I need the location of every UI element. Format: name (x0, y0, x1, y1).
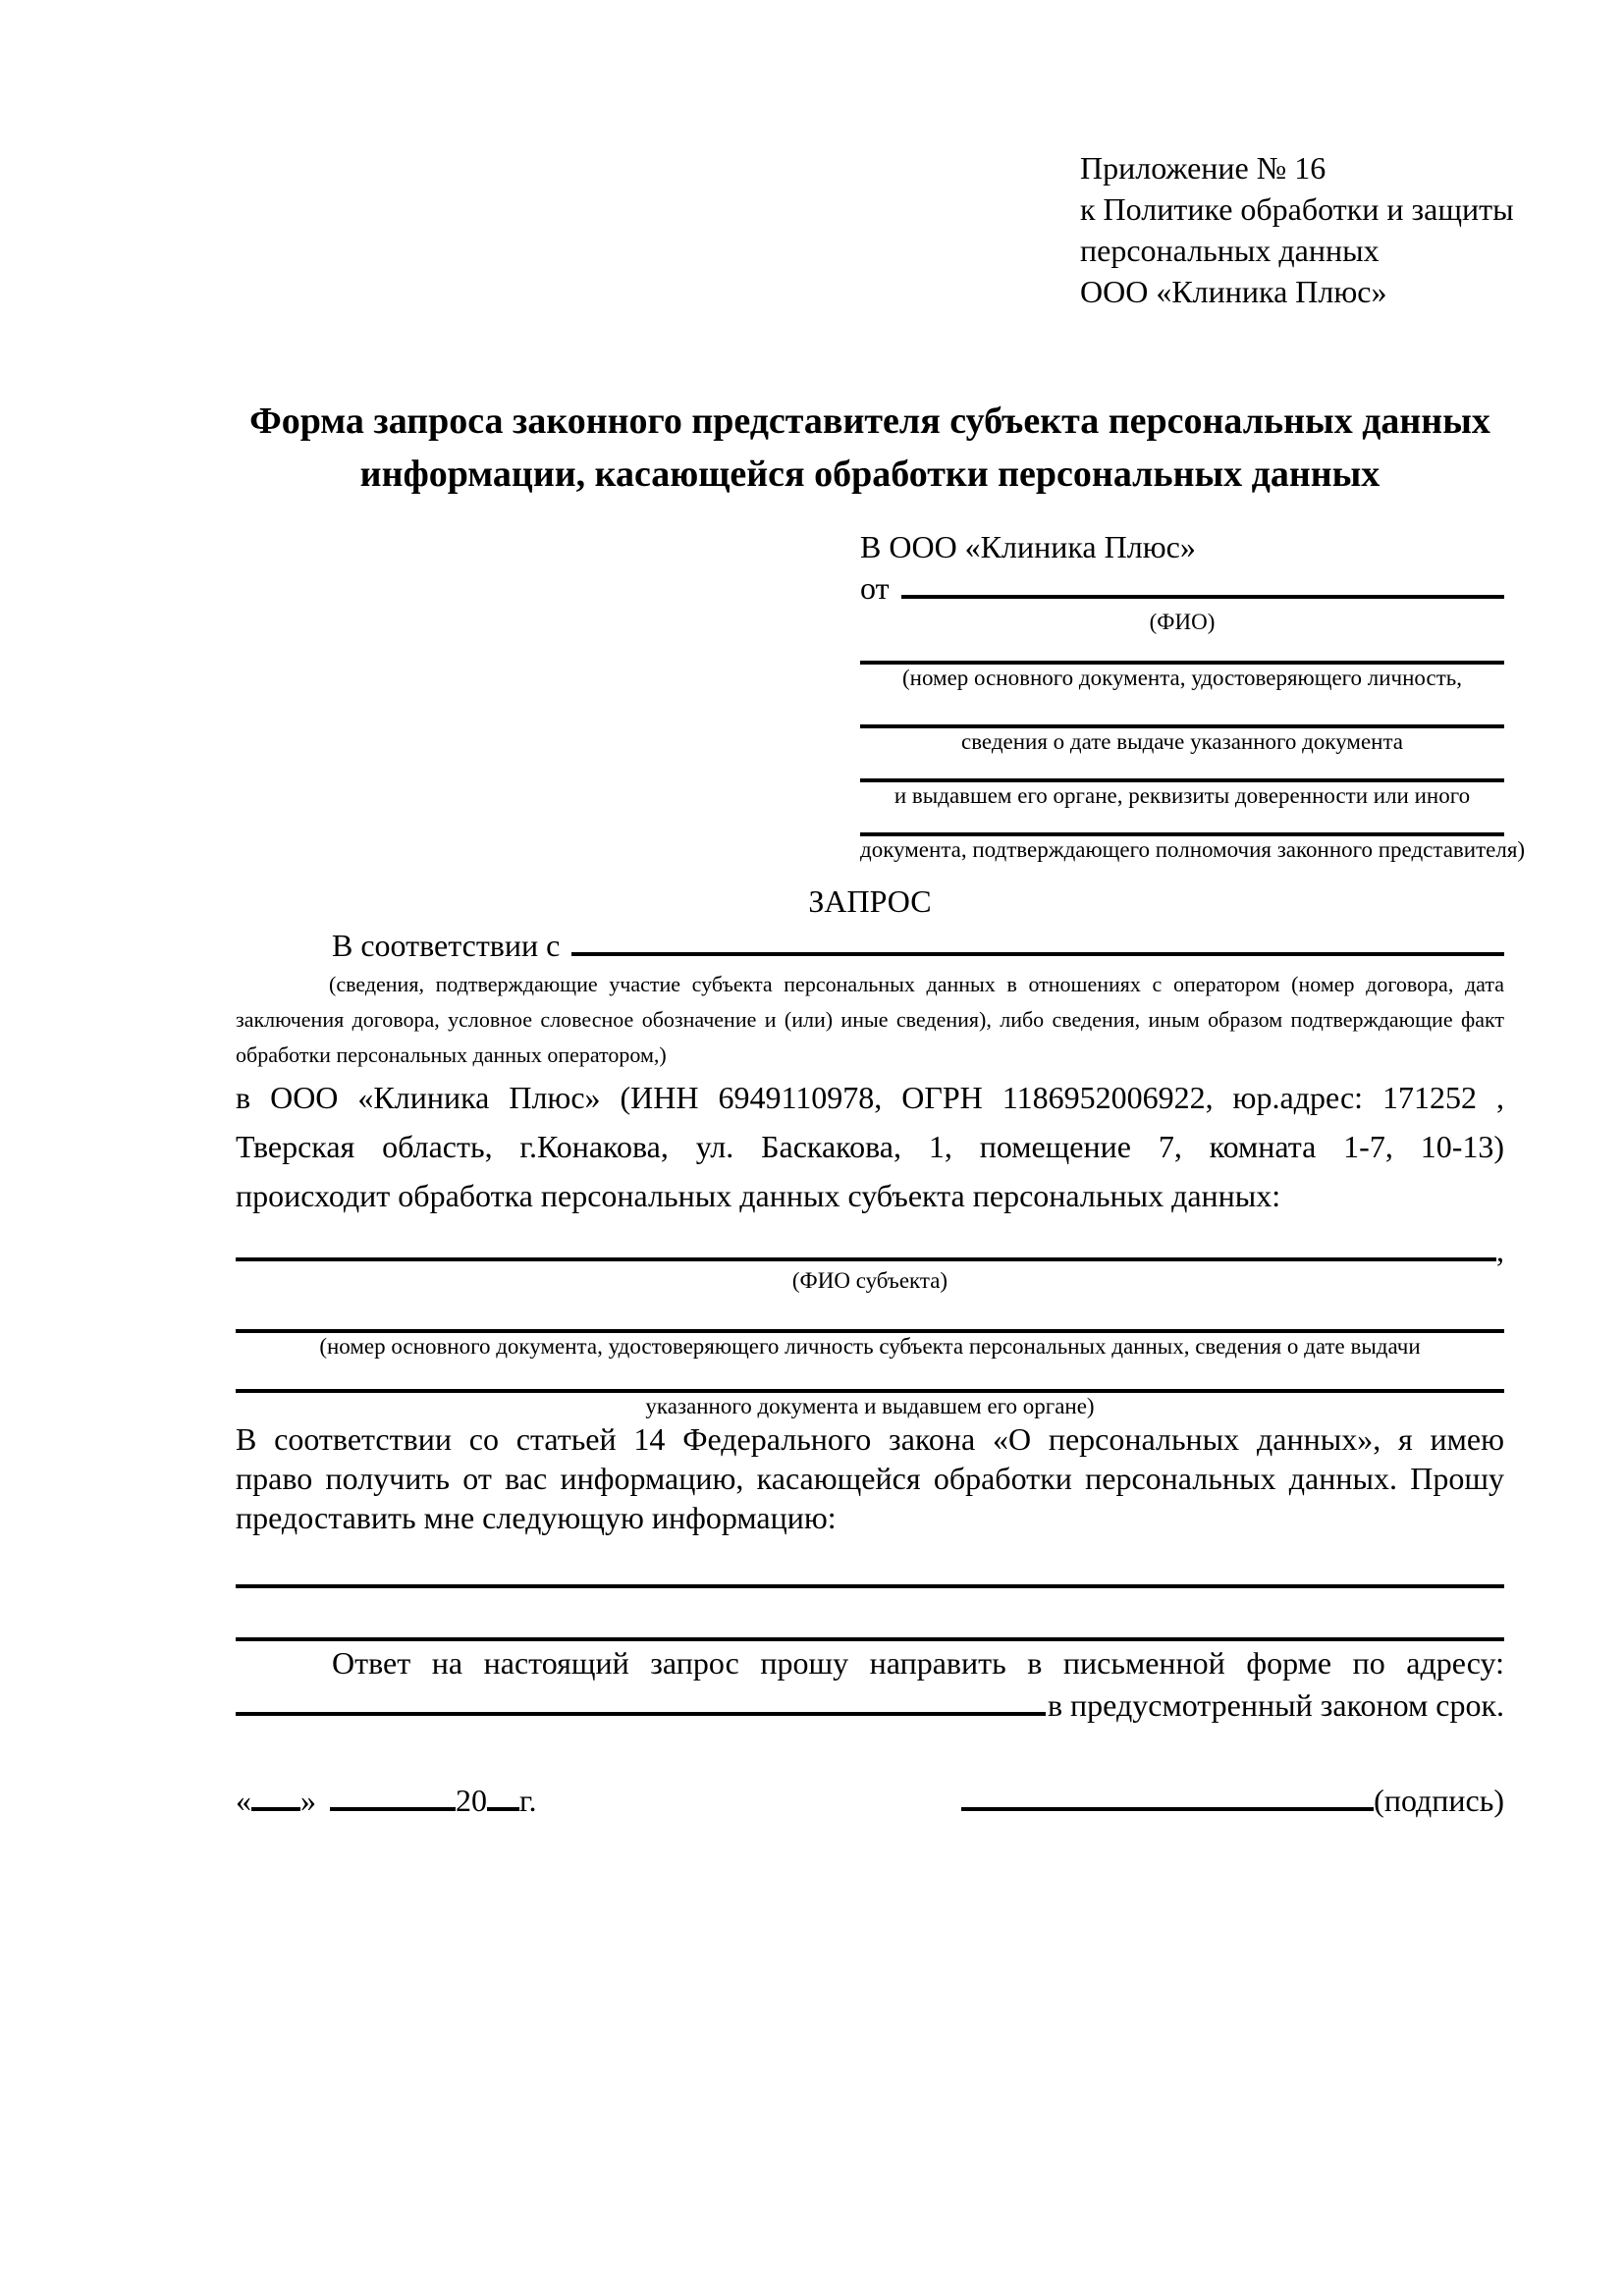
representative-doc-caption-3: и выдавшем его органе, реквизиты доверенности или иного (893, 783, 1471, 808)
subject-doc-field-2 (236, 1360, 1504, 1419)
operator-paragraph (236, 1073, 1504, 1220)
representative-doc-field-1 (860, 637, 1504, 691)
subject-doc-field-line-2 (236, 1360, 1504, 1393)
representative-doc-field-line-2 (860, 691, 1504, 728)
law-line-3: предоставить мне следующую информацию: (236, 1500, 837, 1535)
addressee-block (860, 526, 1526, 863)
subject-fio-row (236, 1234, 1504, 1267)
subject-doc-caption-2: указанного документа и выдавшем его органе) (645, 1394, 1095, 1418)
operator-line-2: Тверская область, г.Конакова, ул. Баскакова, 1, помещение 7, комната 1-7, 10-13) (236, 1129, 1504, 1164)
document-title (236, 395, 1504, 501)
representative-doc-field-line-3 (860, 755, 1504, 782)
representative-doc-caption-1: (номер основного документа, удостоверяющего личность, (901, 666, 1462, 690)
footer-row (236, 1780, 1504, 1821)
date-open-quote: « (236, 1783, 251, 1818)
signature-field (961, 1780, 1504, 1821)
signature-caption: (подпись) (1374, 1783, 1504, 1818)
date-year-field-line (487, 1807, 519, 1811)
subject-doc-field-1 (236, 1294, 1504, 1360)
representative-doc-field-4 (860, 809, 1526, 863)
subject-doc-caption-1: (номер основного документа, удостоверяющего личность субъекта персональных данных, сведения о дате выдачи (319, 1334, 1421, 1359)
basis-caption-line-1: (сведения, подтверждающие участие субъекта персональных данных в отношениях с оператором (номер договора, дата (329, 972, 1504, 996)
date-year-prefix: 20 (456, 1783, 487, 1818)
attachment-note (1080, 147, 1514, 312)
subject-fio-caption: (ФИО субъекта) (791, 1268, 948, 1293)
representative-doc-caption-4: документа, подтверждающего полномочия законного представителя) (860, 837, 1526, 862)
subject-fio-field-line (236, 1257, 1496, 1261)
info-field-line-2 (236, 1604, 1504, 1641)
addressee-to: В ООО «Клиника Плюс» (860, 529, 1196, 564)
representative-doc-field-line-1 (860, 637, 1504, 665)
title-line-2: информации, касающейся обработки персональных данных (359, 454, 1380, 495)
fio-caption: (ФИО) (1149, 610, 1216, 634)
operator-line-3: происходит обработка персональных данных субъекта персональных данных: (236, 1178, 1281, 1213)
from-name-field-line (901, 595, 1504, 599)
basis-row (236, 924, 1504, 967)
representative-doc-field-3 (860, 755, 1504, 809)
reply-address-field-line (236, 1712, 1046, 1716)
representative-doc-field-2 (860, 691, 1504, 755)
from-row (860, 567, 1504, 609)
law-line-1: В соответствии со статьей 14 Федерального закона «О персональных данных», я имею (236, 1421, 1504, 1457)
reply-deadline-text: в предусмотренный законом срок. (1047, 1687, 1504, 1723)
date-month-field-line (330, 1807, 456, 1811)
request-heading: ЗАПРОС (808, 883, 932, 919)
representative-doc-caption-2: сведения о дате выдаче указанного документа (960, 729, 1404, 754)
basis-field-line (571, 952, 1504, 956)
attachment-line-4: ООО «Клиника Плюс» (1080, 274, 1387, 309)
date-field (236, 1780, 537, 1821)
basis-caption-line-2: заключения договора, условное словесное обозначение и (или) иные сведения), либо сведения, иным образом подтверждающие факт (236, 1007, 1504, 1032)
basis-caption-paragraph (236, 967, 1504, 1073)
reply-address-row (236, 1683, 1504, 1727)
subject-doc-field-line-1 (236, 1294, 1504, 1333)
reply-sentence: Ответ на настоящий запрос прошу направить в письменной форме по адресу: (332, 1645, 1504, 1681)
signature-field-line (961, 1807, 1374, 1811)
basis-caption-line-3: обработки персональных данных оператором,) (236, 1042, 667, 1067)
date-day-field-line (251, 1807, 300, 1811)
info-field-line-1 (236, 1551, 1504, 1588)
basis-label: В соответствии с (332, 928, 561, 963)
from-label: от (860, 570, 890, 606)
representative-doc-field-line-4 (860, 809, 1504, 836)
attachment-line-3: персональных данных (1080, 233, 1380, 268)
date-close-quote: » (300, 1783, 316, 1818)
attachment-line-2: к Политике обработки и защиты (1080, 191, 1514, 227)
title-line-1: Форма запроса законного представителя субъекта персональных данных (249, 400, 1490, 442)
law-paragraph (236, 1419, 1504, 1537)
attachment-line-1: Приложение № 16 (1080, 150, 1326, 186)
operator-line-1: в ООО «Клиника Плюс» (ИНН 6949110978, ОГРН 1186952006922, юр.адрес: 171252 , (236, 1080, 1504, 1115)
subject-fio-comma: , (1496, 1233, 1504, 1268)
date-year-suffix: г. (519, 1783, 537, 1818)
law-line-2: право получить от вас информацию, касающейся обработки персональных данных. Прошу (236, 1461, 1504, 1496)
